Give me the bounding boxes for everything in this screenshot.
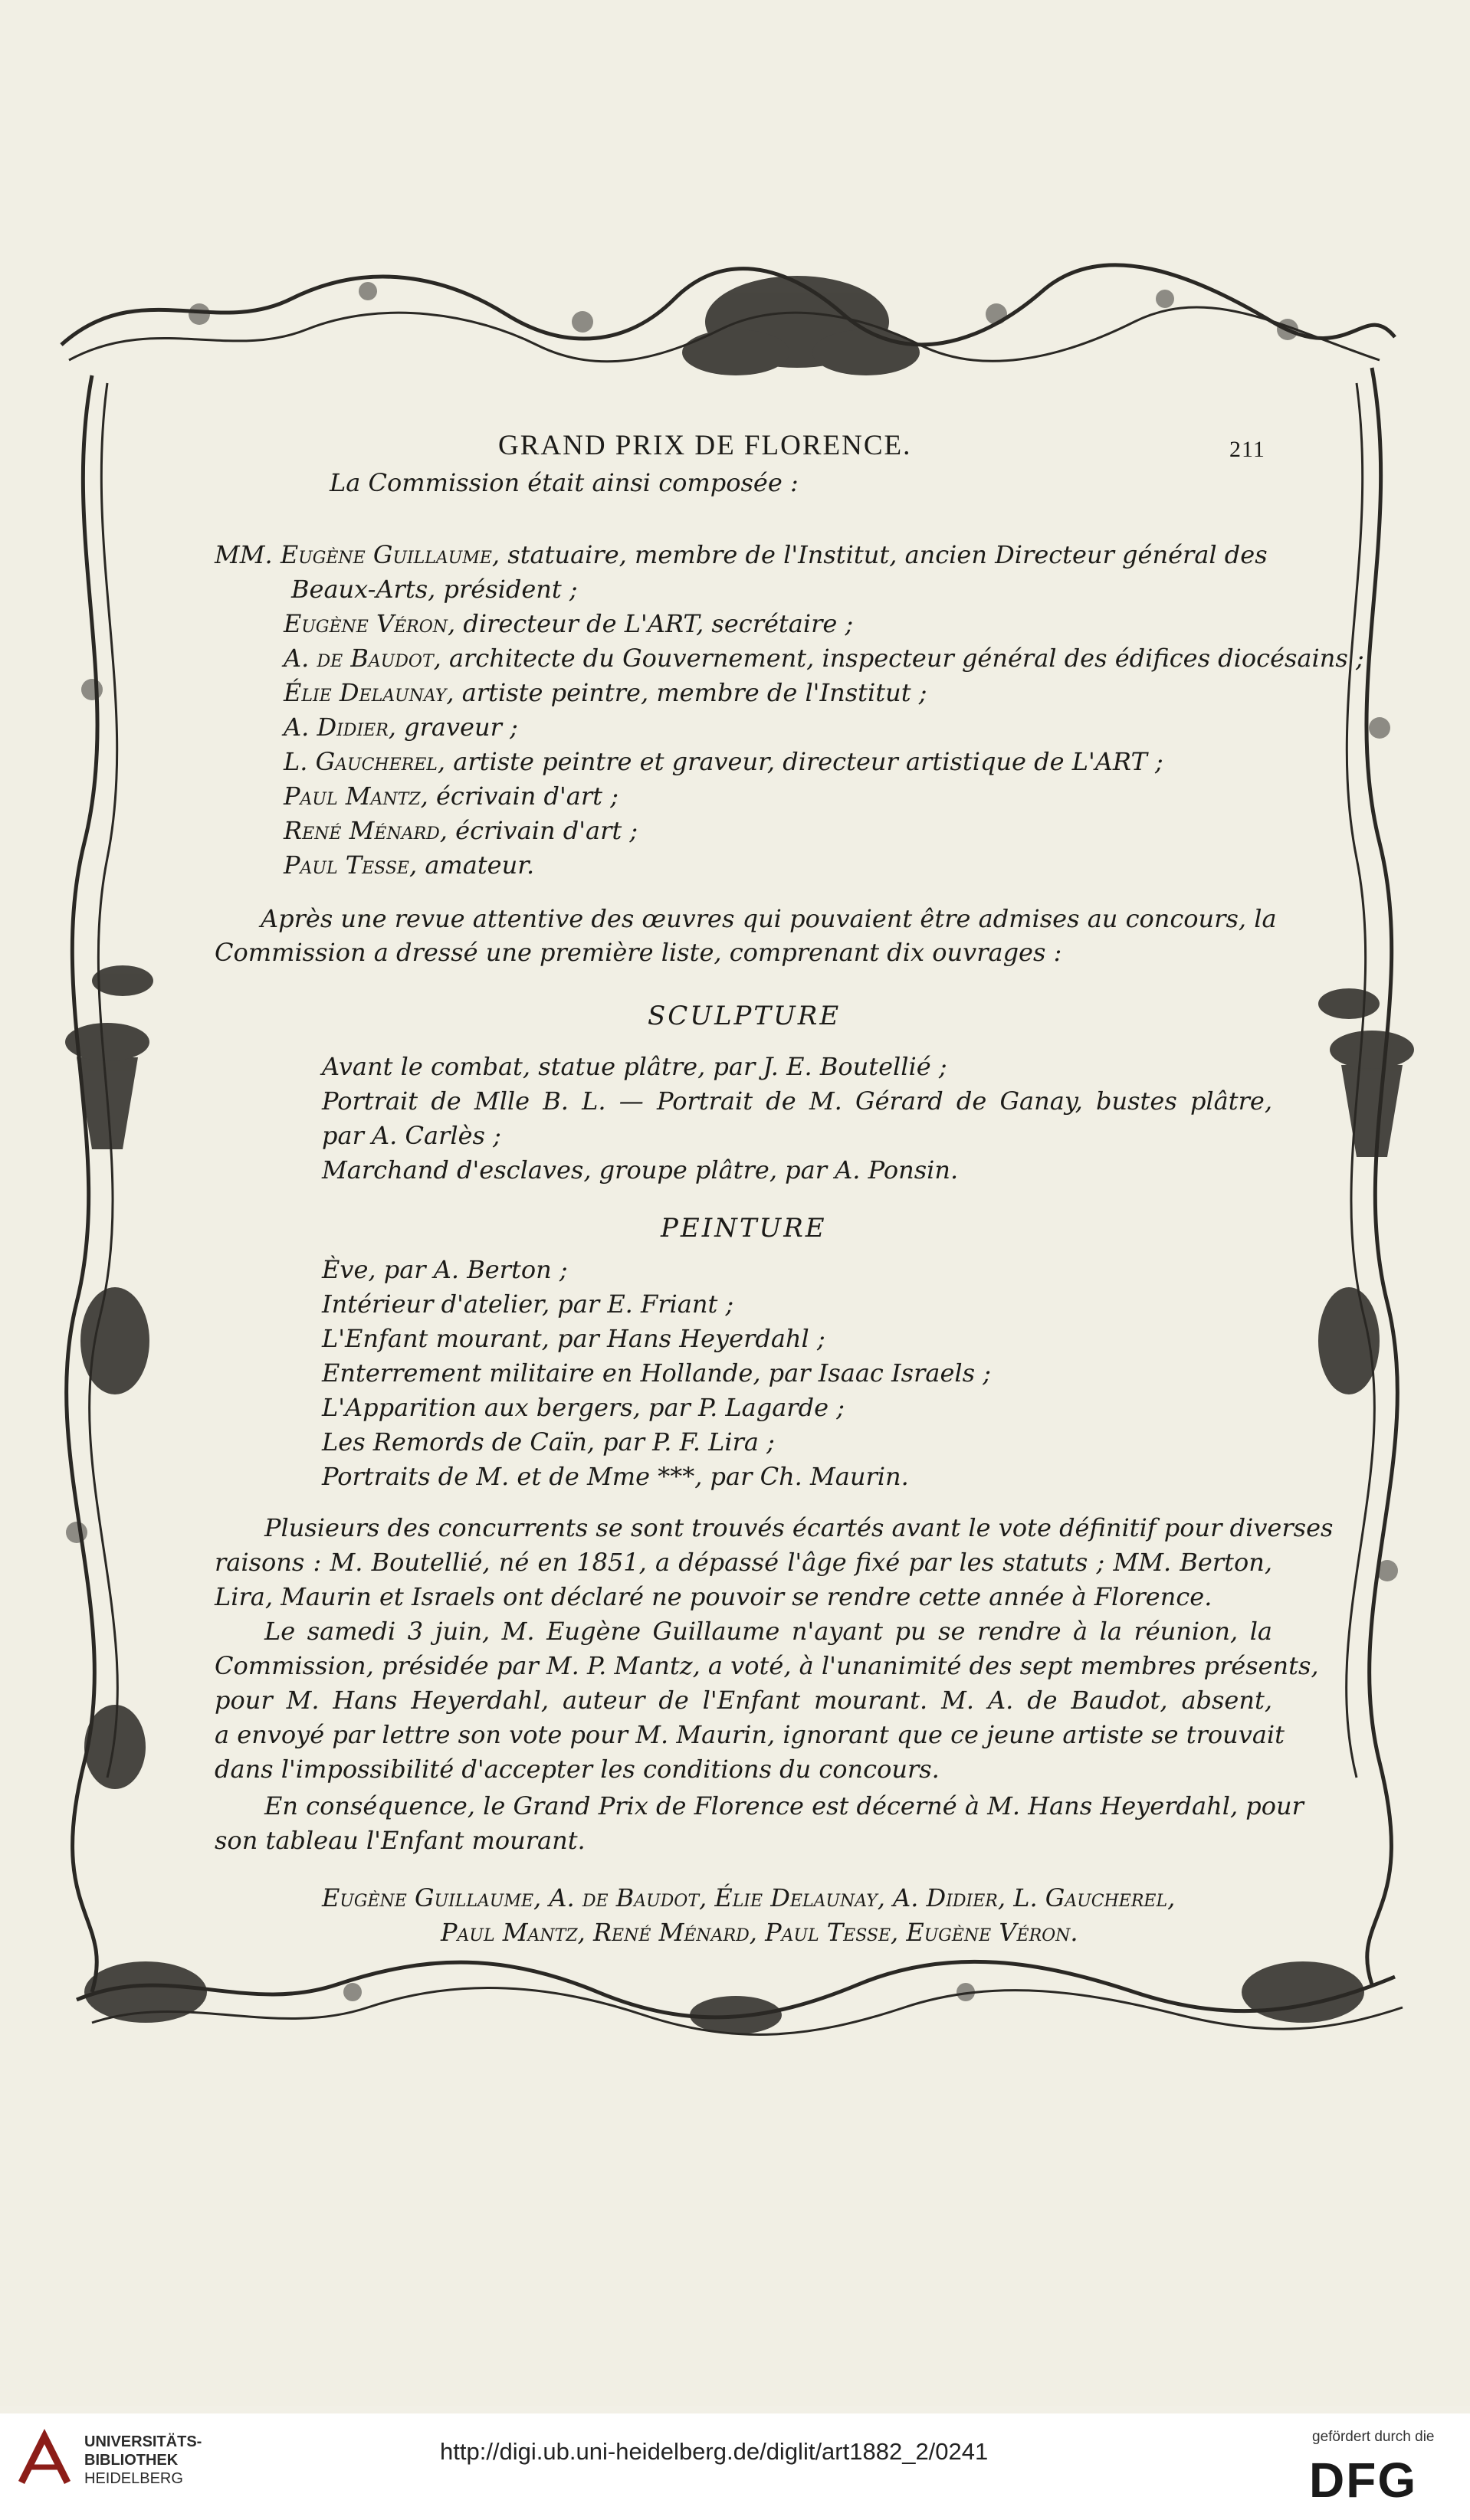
member-row [284,782,619,811]
page-title: GRAND PRIX DE FLORENCE. [498,430,912,461]
paragraph-line: a envoyé par lettre son vote pour M. Maurin, ignorant que ce jeune artiste se trouvait [215,1720,1285,1749]
section-heading-sculpture: SCULPTURE [648,1001,842,1031]
entry-line: Enterrement militaire en Hollande, par Isaac Israels ; [322,1358,991,1388]
paragraph-line: son tableau l'Enfant mourant. [215,1826,586,1855]
paragraph-line: Après une revue attentive des œuvres qui pouvaient être admises au concours, la [261,904,1277,933]
entry-line: L'Apparition aux bergers, par P. Lagarde ; [322,1393,845,1422]
member-name: Paul Mantz, [284,782,428,811]
member-row [284,713,518,742]
member-row [284,816,638,845]
paragraph-line: Lira, Maurin et Israels ont déclaré ne pouvoir se rendre cette année à Florence. [215,1582,1212,1611]
entry-line: L'Enfant mourant, par Hans Heyerdahl ; [322,1324,825,1353]
member-role: Beaux-Arts, président ; [291,575,578,604]
member-role: écrivain d'art ; [455,816,638,845]
entry-line: Portrait de Mlle B. L. — Portrait de M. Gérard de Ganay, bustes plâtre, [322,1086,1272,1116]
member-row [284,678,927,707]
member-name: A. Didier, [284,713,396,742]
entry-line: Intérieur d'atelier, par E. Friant ; [322,1289,734,1319]
paragraph-line: Le samedi 3 juin, M. Eugène Guillaume n'ayant pu se rendre à la réunion, la [264,1617,1272,1646]
member-name: René Ménard, [284,816,448,845]
member-role: amateur. [425,850,535,880]
dfg-logo: DFG [1309,2453,1418,2508]
member-row [284,609,853,638]
entry-line: par A. Carlès ; [322,1121,501,1150]
intro-line: La Commission était ainsi composée : [330,468,799,497]
member-row [291,575,578,604]
member-name: Élie Delaunay, [284,678,454,707]
paragraph-line: Commission, présidée par M. P. Mantz, a voté, à l'unanimité des sept membres présents, [215,1651,1319,1680]
page-number: 211 [1229,437,1265,462]
member-row [284,850,534,880]
member-row [215,540,1272,569]
paragraph-line: raisons : M. Boutellié, né en 1851, a dépassé l'âge fixé par les statuts ; MM. Berton, [215,1548,1272,1577]
signature-line: Paul Mantz, René Ménard, Paul Tesse, Eugène Véron. [441,1918,1078,1947]
funded-by-label: gefördert durch die [1312,2429,1435,2445]
source-url-link[interactable]: http://digi.ub.uni-heidelberg.de/diglit/art1882_2/0241 [440,2438,989,2465]
section-heading-peinture: PEINTURE [661,1213,827,1244]
member-role: statuaire, membre de l'Institut, ancien Directeur général des [507,540,1268,569]
footer-bar [0,2413,1470,2520]
member-name: A. de Baudot, [284,644,441,673]
member-row [284,747,1163,776]
library-name-line: UNIVERSITÄTS- [84,2433,202,2450]
library-name-line: BIBLIOTHEK [84,2452,179,2469]
library-name-line: HEIDELBERG [84,2470,183,2487]
member-row [284,644,1364,673]
member-role: graveur ; [404,713,518,742]
entry-line: Ève, par A. Berton ; [322,1255,568,1284]
member-name: Eugène Véron, [284,609,456,638]
member-name: Paul Tesse, [284,850,418,880]
member-role: artiste peintre et graveur, directeur artistique de L'ART ; [453,747,1163,776]
university-seal-icon [14,2429,75,2490]
member-role: écrivain d'art ; [435,782,619,811]
paragraph-line: dans l'impossibilité d'accepter les conditions du concours. [215,1755,940,1784]
paragraph-line: Plusieurs des concurrents se sont trouvés écartés avant le vote définitif pour diverses [264,1513,1334,1542]
entry-line: Portraits de M. et de Mme ***, par Ch. Maurin. [322,1462,909,1491]
paragraph-line: Commission a dressé une première liste, comprenant dix ouvrages : [215,938,1062,967]
member-role: artiste peintre, membre de l'Institut ; [461,678,927,707]
member-role: directeur de L'ART, secrétaire ; [463,609,854,638]
member-role: architecte du Gouvernement, inspecteur général des édifices diocésains ; [448,644,1364,673]
signature-line: Eugène Guillaume, A. de Baudot, Élie Delaunay, A. Didier, L. Gaucherel, [322,1883,1176,1912]
entry-line: Marchand d'esclaves, groupe plâtre, par A. Ponsin. [322,1155,959,1185]
member-name: MM. Eugène Guillaume, [215,540,500,569]
entry-line: Avant le combat, statue plâtre, par J. E. Boutellié ; [322,1052,947,1081]
paragraph-line: En conséquence, le Grand Prix de Florence est décerné à M. Hans Heyerdahl, pour [264,1791,1304,1820]
entry-line: Les Remords de Caïn, par P. F. Lira ; [322,1427,775,1457]
member-name: L. Gaucherel, [284,747,446,776]
paragraph-line: pour M. Hans Heyerdahl, auteur de l'Enfant mourant. M. A. de Baudot, absent, [215,1686,1272,1715]
